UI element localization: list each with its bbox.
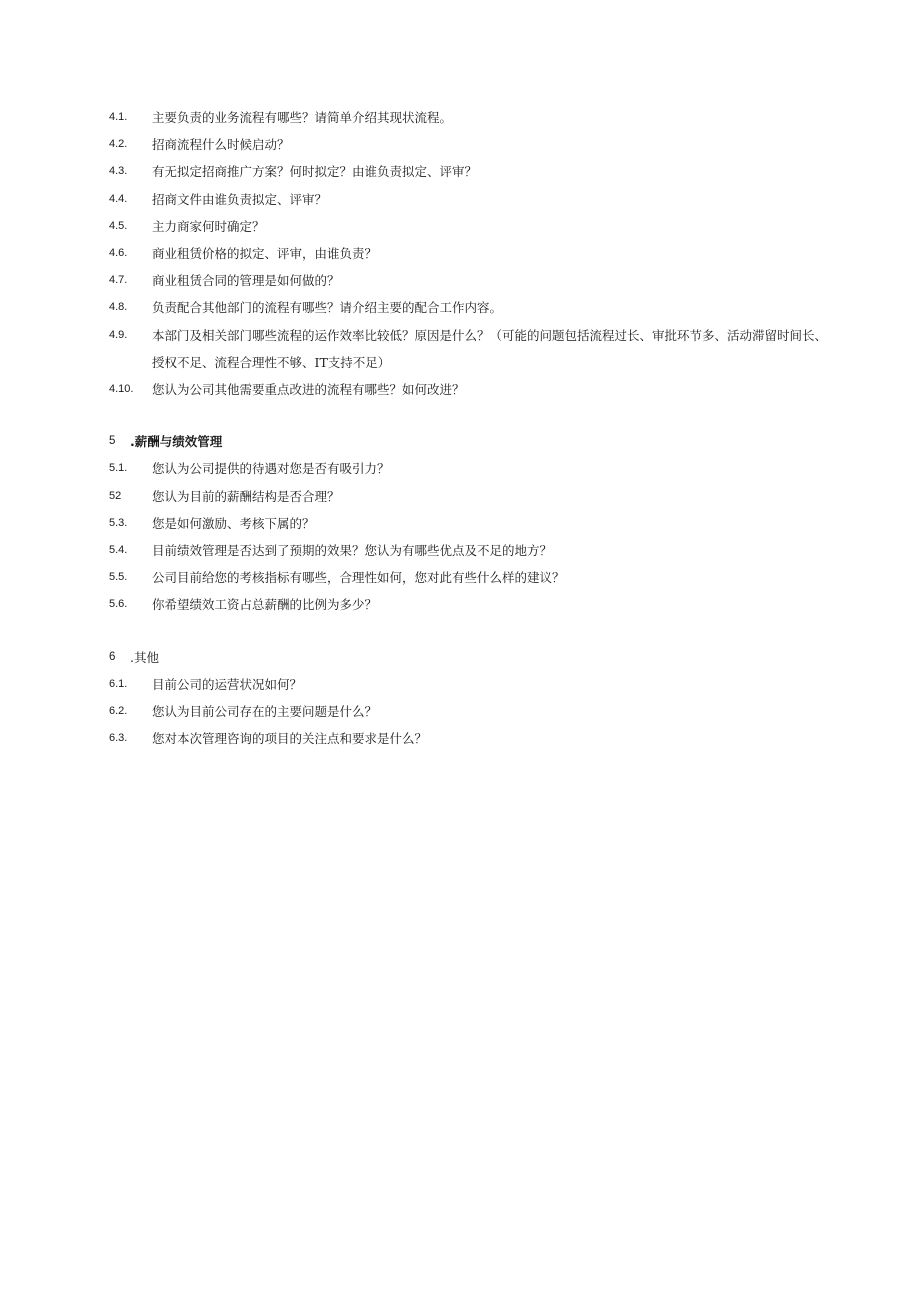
question-item-4-9 [109, 322, 829, 376]
question-item-5-5 [109, 564, 829, 591]
item-number: 4.4. [109, 192, 128, 205]
item-text: 您认为目前公司存在的主要问题是什么？ [152, 704, 378, 720]
item-number: 4.2. [109, 138, 128, 151]
section-number: 6 [109, 650, 116, 663]
item-number: 5.5. [109, 571, 128, 584]
section-spacer [109, 619, 829, 644]
question-item-4-6 [109, 240, 829, 267]
item-text: 你希望绩效工资占总薪酬的比例为多少？ [152, 597, 378, 613]
item-text: 目前绩效管理是否达到了预期的效果？您认为有哪些优点及不足的地方？ [152, 543, 553, 559]
item-text: 您认为目前的薪酬结构是否合理？ [152, 488, 340, 504]
item-number: 4.6. [109, 247, 128, 260]
item-text: 招商文件由谁负责拟定、评审？ [152, 191, 328, 207]
item-text: 您对本次管理咨询的项目的关注点和要求是什么？ [152, 731, 428, 747]
item-number: 4.1. [109, 111, 128, 123]
item-text: 您认为公司提供的待遇对您是否有吸引力？ [152, 461, 390, 477]
question-item-4-5 [109, 213, 829, 240]
question-item-5-6 [109, 591, 829, 618]
question-item-6-3 [109, 725, 829, 752]
item-text: 主要负责的业务流程有哪些？请简单介绍其现状流程。 [152, 110, 453, 125]
question-item-6-1 [109, 671, 829, 698]
item-text: 商业租赁合同的管理是如何做的？ [152, 273, 340, 289]
section-number: 5 [109, 435, 116, 448]
item-number: 6.2. [109, 705, 128, 718]
item-text: 您是如何激励、考核下属的？ [152, 515, 315, 531]
item-text: 您认为公司其他需要重点改进的流程有哪些？如何改进？ [152, 382, 465, 398]
item-number: 5.3. [109, 516, 128, 529]
question-item-4-4 [109, 186, 829, 213]
question-item-5-3 [109, 510, 829, 537]
item-number: 5.1. [109, 462, 128, 475]
question-item-4-2 [109, 131, 829, 158]
question-item-4-8 [109, 294, 829, 321]
item-text: 公司目前给您的考核指标有哪些，合理性如何，您对此有些什么样的建议？ [152, 570, 565, 586]
item-number: 6.3. [109, 732, 128, 745]
item-number: 4.5. [109, 219, 128, 232]
item-number: 6.1. [109, 677, 128, 690]
question-item-6-2 [109, 698, 829, 725]
item-text: 有无拟定招商推广方案？何时拟定？由谁负责拟定、评审？ [152, 164, 478, 180]
item-number: 52 [109, 489, 122, 502]
item-text: 本部门及相关部门哪些流程的运作效率比较低？原因是什么？（可能的问题包括流程过长、审批环节多、活动滞留时间长、授权不足、流程合理性不够、IT支持不足） [152, 327, 828, 370]
question-item-5-1 [109, 455, 829, 482]
item-text: 目前公司的运营状况如何？ [152, 676, 303, 692]
item-text: 负责配合其他部门的流程有哪些？请介绍主要的配合工作内容。 [152, 300, 503, 316]
section-title: .其他 [130, 649, 159, 665]
question-item-4-3 [109, 158, 829, 185]
item-number: 4.10. [109, 383, 134, 396]
section-heading-5 [109, 428, 829, 455]
item-number: 4.3. [109, 165, 128, 178]
section-title: .薪酬与绩效管理 [130, 434, 223, 450]
section-heading-6 [109, 644, 829, 671]
item-text: 商业租赁价格的拟定、评审，由谁负责？ [152, 246, 378, 262]
question-item-4-1 [109, 104, 829, 131]
item-number: 4.9. [109, 328, 128, 341]
item-text: 主力商家何时确定？ [152, 218, 265, 234]
item-text: 招商流程什么时候启动？ [152, 137, 290, 153]
item-number: 5.4. [109, 544, 128, 557]
question-item-5-2 [109, 483, 829, 510]
question-item-4-10 [109, 376, 829, 403]
question-item-4-7 [109, 267, 829, 294]
document-page [109, 104, 829, 752]
item-number: 4.7. [109, 274, 128, 287]
item-number: 5.6. [109, 598, 128, 611]
question-item-5-4 [109, 537, 829, 564]
item-number: 4.8. [109, 301, 128, 314]
section-spacer [109, 403, 829, 428]
